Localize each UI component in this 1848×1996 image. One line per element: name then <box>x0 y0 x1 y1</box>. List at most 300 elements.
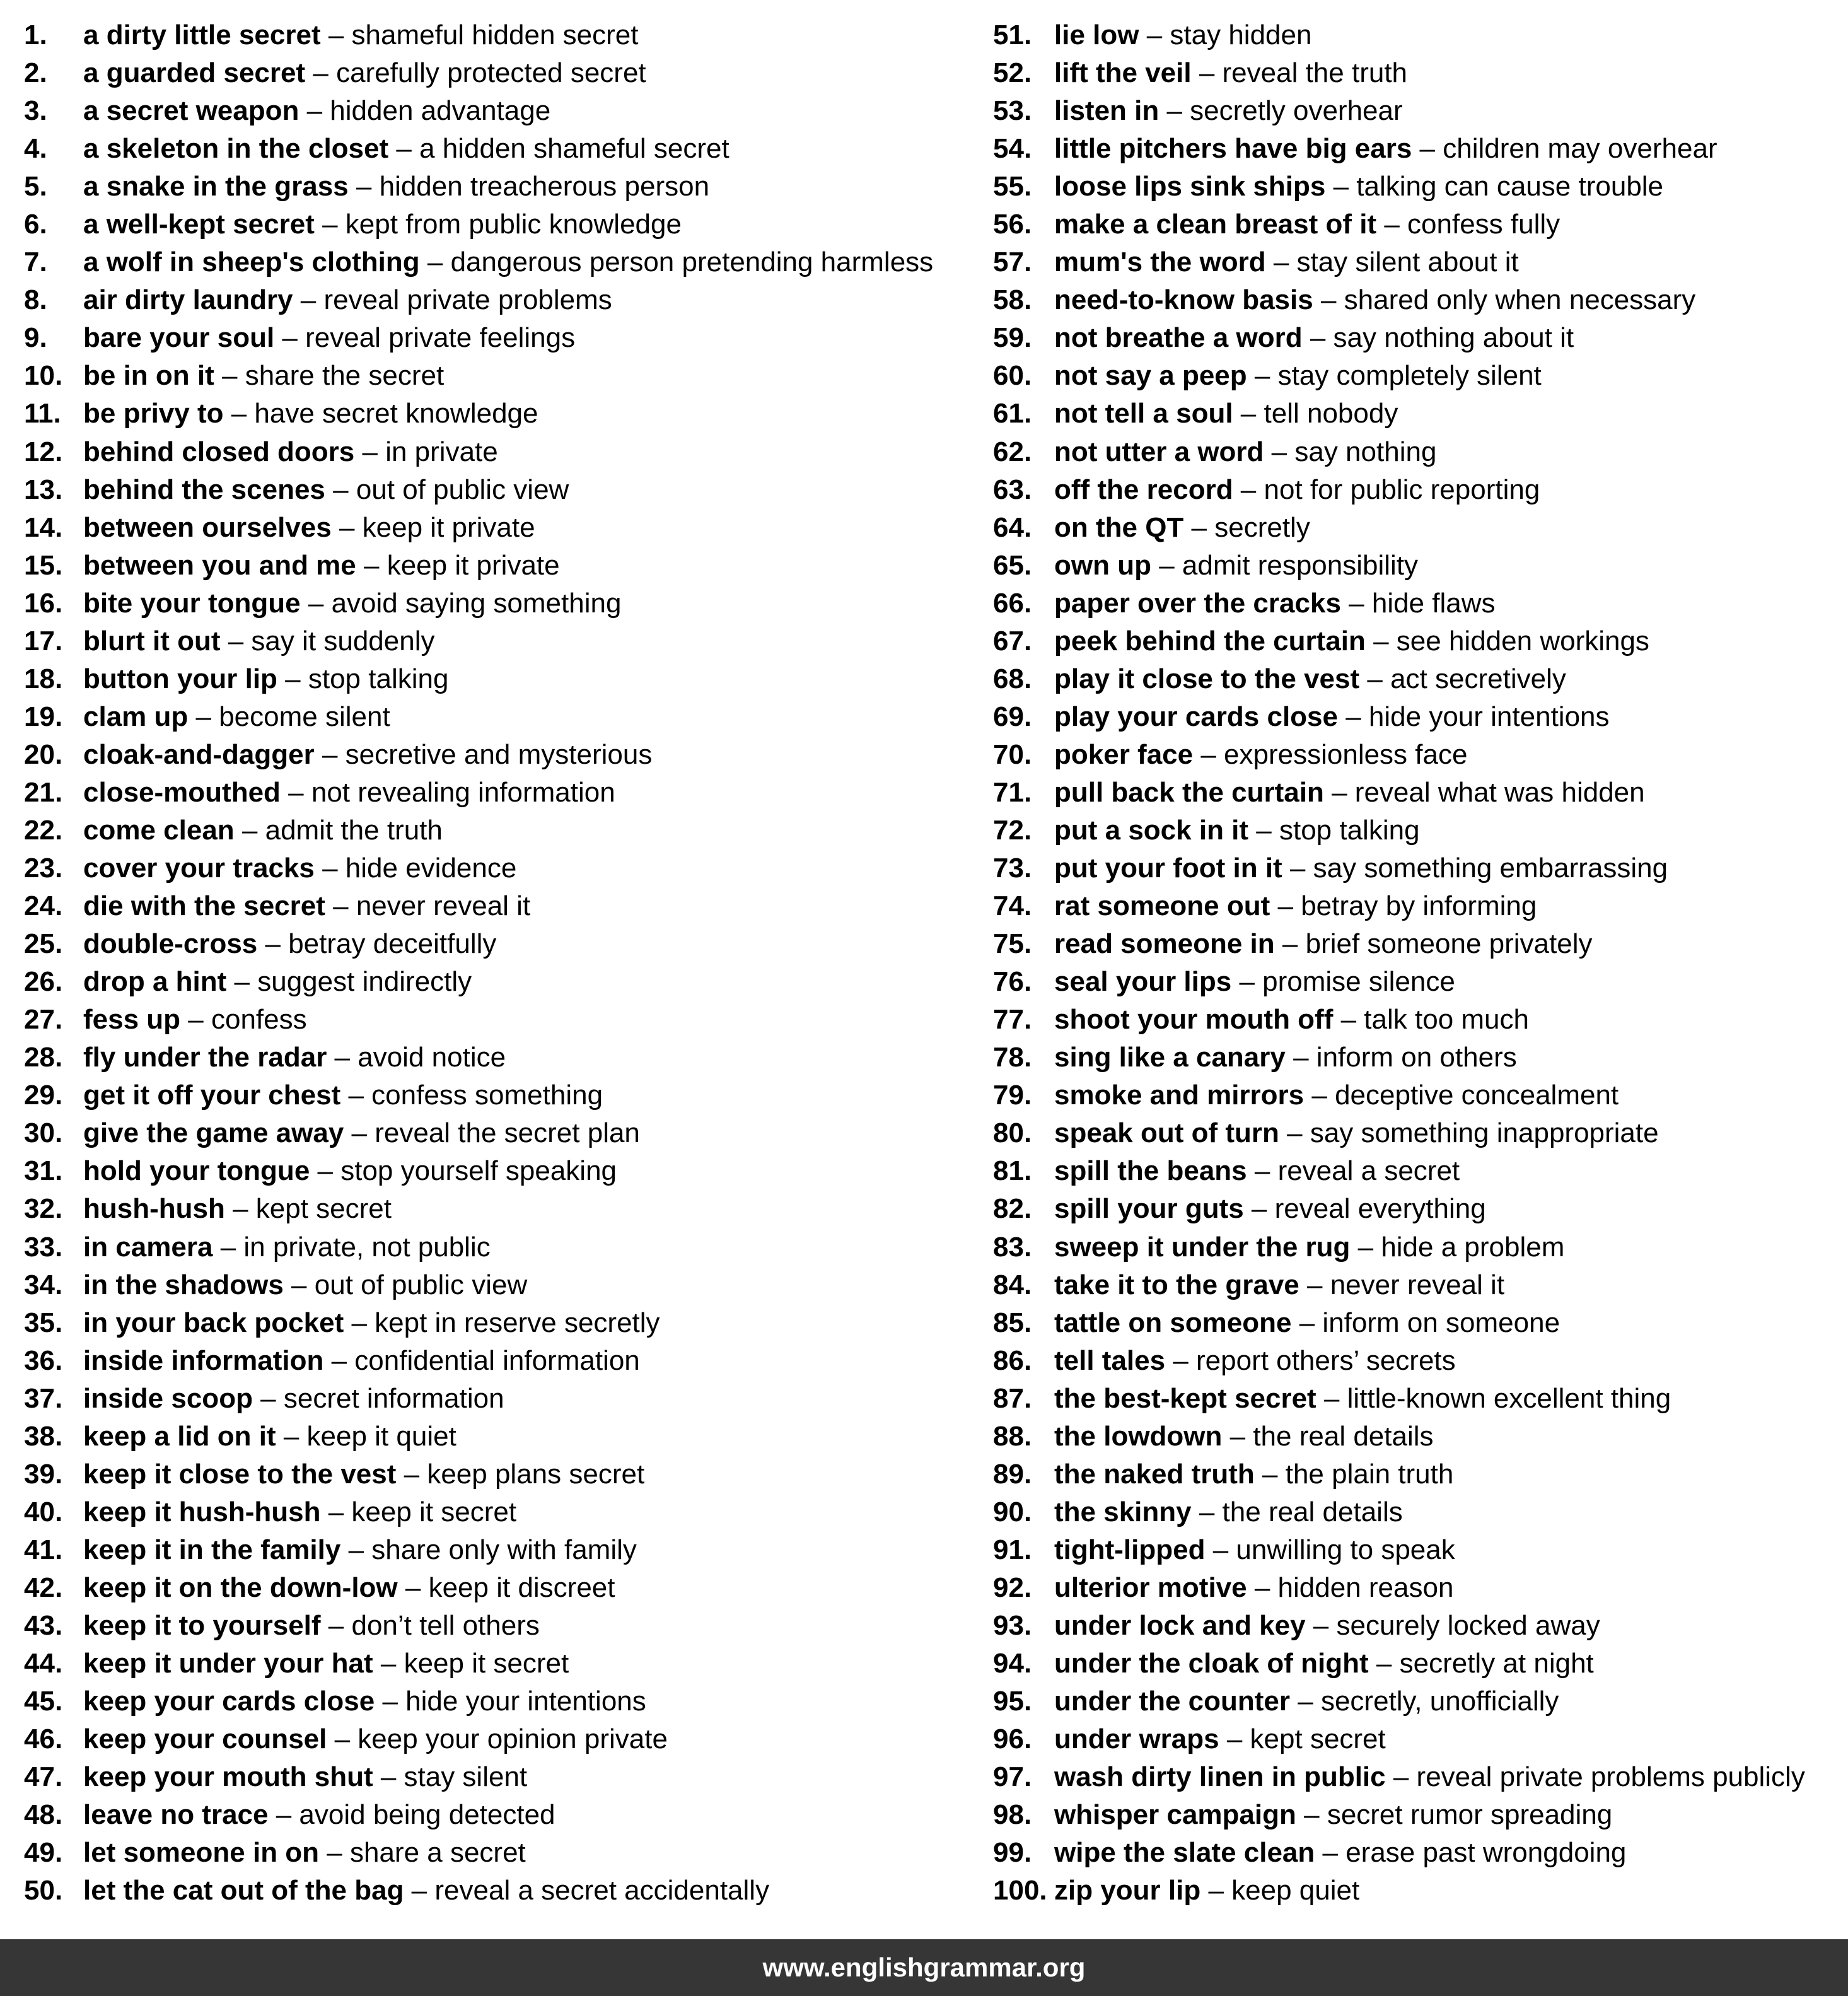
idiom-phrase: come clean <box>83 814 235 846</box>
idiom-meaning: secret rumor spreading <box>1327 1799 1613 1831</box>
separator-dash: – <box>1350 1231 1381 1263</box>
footer-banner <box>0 1939 1848 1996</box>
idiom-phrase: leave no trace <box>83 1799 269 1831</box>
item-text <box>83 1569 615 1607</box>
item-number: 96. <box>993 1724 1032 1755</box>
item-number: 83. <box>993 1231 1032 1263</box>
item-text <box>83 395 538 433</box>
idiom-phrase: speak out of turn <box>1054 1118 1279 1149</box>
separator-dash: – <box>1299 1269 1330 1300</box>
separator-dash: – <box>1233 398 1264 429</box>
item-text <box>1054 736 1467 774</box>
item-number: 88. <box>993 1420 1032 1452</box>
idiom-meaning: shared only when necessary <box>1344 284 1696 316</box>
idiom-phrase: die with the secret <box>83 890 325 922</box>
separator-dash: – <box>348 171 380 202</box>
item-text <box>1054 1456 1453 1493</box>
idiom-meaning: kept secret <box>1250 1724 1386 1755</box>
item-text <box>1054 547 1418 585</box>
list-item <box>24 1380 933 1418</box>
list-item <box>24 812 933 849</box>
idiom-phrase: make a clean breast of it <box>1054 209 1377 240</box>
idiom-meaning: say nothing <box>1294 436 1437 467</box>
item-text <box>83 1796 555 1834</box>
item-number: 25. <box>24 928 63 960</box>
list-item <box>993 925 1805 963</box>
list-item <box>993 1834 1805 1872</box>
idiom-phrase: own up <box>1054 549 1151 581</box>
item-text <box>83 1001 307 1039</box>
list-item <box>24 471 933 509</box>
idiom-phrase: on the QT <box>1054 511 1184 543</box>
list-item <box>24 1342 933 1380</box>
idiom-meaning: avoid being detected <box>299 1799 555 1831</box>
idiom-meaning: reveal everything <box>1274 1193 1486 1225</box>
idiom-phrase: smoke and mirrors <box>1054 1080 1305 1111</box>
list-item <box>24 1720 933 1758</box>
separator-dash: – <box>1191 57 1223 89</box>
idiom-meaning: deceptive concealment <box>1335 1080 1619 1111</box>
item-number: 12. <box>24 436 63 467</box>
item-number: 53. <box>993 95 1032 127</box>
item-text <box>1054 433 1436 471</box>
separator-dash: – <box>224 1193 256 1225</box>
idiom-meaning: secretive and mysterious <box>345 738 653 770</box>
separator-dash: – <box>1368 1648 1400 1679</box>
item-text <box>1054 1872 1359 1910</box>
list-item <box>24 54 933 92</box>
list-item <box>24 92 933 130</box>
item-number: 65. <box>993 549 1032 581</box>
list-item <box>993 1229 1805 1266</box>
item-text <box>1054 1493 1403 1531</box>
list-item <box>993 1758 1805 1796</box>
idiom-phrase: lift the veil <box>1054 57 1192 89</box>
idiom-meaning: report others’ secrets <box>1196 1345 1456 1376</box>
separator-dash: – <box>320 1496 352 1527</box>
item-number: 86. <box>993 1345 1032 1376</box>
separator-dash: – <box>1193 738 1224 770</box>
separator-dash: – <box>1247 1155 1278 1187</box>
item-number: 31. <box>24 1155 63 1187</box>
separator-dash: – <box>1376 209 1408 240</box>
item-number: 5. <box>24 171 47 202</box>
item-text <box>83 509 535 547</box>
list-item <box>993 16 1805 54</box>
list-item <box>24 585 933 622</box>
item-number: 61. <box>993 398 1032 429</box>
separator-dash: – <box>1290 1686 1321 1717</box>
item-number: 98. <box>993 1799 1032 1831</box>
item-number: 18. <box>24 663 63 694</box>
item-number: 85. <box>993 1307 1032 1338</box>
idiom-meaning: reveal private feelings <box>305 322 576 354</box>
item-number: 52. <box>993 57 1032 89</box>
list-item <box>993 1039 1805 1077</box>
item-number: 26. <box>24 966 63 998</box>
idiom-phrase: pull back the curtain <box>1054 776 1324 808</box>
separator-dash: – <box>277 663 308 694</box>
separator-dash: – <box>268 1799 299 1831</box>
item-number: 22. <box>24 814 63 846</box>
list-item <box>24 1834 933 1872</box>
idiom-meaning: the real details <box>1222 1496 1403 1527</box>
item-text <box>1054 774 1645 812</box>
idiom-meaning: talking can cause trouble <box>1356 171 1664 202</box>
list-item <box>24 622 933 660</box>
idiom-phrase: a guarded secret <box>83 57 306 89</box>
separator-dash: – <box>274 322 306 354</box>
item-number: 100. <box>993 1875 1047 1906</box>
separator-dash: – <box>1333 1004 1364 1036</box>
separator-dash: – <box>280 776 311 808</box>
item-number: 80. <box>993 1118 1032 1149</box>
list-item <box>993 92 1805 130</box>
item-text <box>1054 585 1496 622</box>
item-number: 72. <box>993 814 1032 846</box>
item-text <box>1054 1229 1564 1266</box>
separator-dash: – <box>1316 1382 1347 1414</box>
list-item <box>993 1796 1805 1834</box>
separator-dash: – <box>327 1042 358 1073</box>
list-item <box>993 849 1805 887</box>
separator-dash: – <box>220 625 252 657</box>
list-item <box>993 319 1805 357</box>
list-item <box>24 1872 933 1910</box>
idiom-phrase: be privy to <box>83 398 224 429</box>
idiom-phrase: shoot your mouth off <box>1054 1004 1334 1036</box>
item-number: 19. <box>24 701 63 732</box>
separator-dash: – <box>397 1572 429 1603</box>
separator-dash: – <box>1264 436 1295 467</box>
idiom-meaning: kept in reserve secretly <box>375 1307 660 1338</box>
list-item <box>24 319 933 357</box>
separator-dash: – <box>325 474 356 505</box>
item-number: 59. <box>993 322 1032 354</box>
item-text <box>83 130 729 168</box>
item-number: 11. <box>24 398 61 429</box>
idiom-meaning: see hidden workings <box>1396 625 1649 657</box>
item-text <box>1054 471 1540 509</box>
separator-dash: – <box>1385 1761 1417 1793</box>
list-item <box>24 1456 933 1493</box>
list-item <box>24 395 933 433</box>
list-item <box>24 357 933 395</box>
item-text <box>1054 1418 1434 1456</box>
item-text <box>1054 963 1455 1001</box>
item-text <box>83 1872 769 1910</box>
item-text <box>83 547 560 585</box>
idiom-meaning: not revealing information <box>311 776 615 808</box>
idiom-meaning: keep it discreet <box>428 1572 615 1603</box>
idiom-phrase: spill your guts <box>1054 1193 1244 1225</box>
idiom-meaning: share only with family <box>371 1534 637 1565</box>
item-number: 35. <box>24 1307 63 1338</box>
item-number: 6. <box>24 209 47 240</box>
list-item <box>993 774 1805 812</box>
item-text <box>1054 1380 1671 1418</box>
item-number: 78. <box>993 1042 1032 1073</box>
idiom-phrase: whisper campaign <box>1054 1799 1296 1831</box>
item-number: 56. <box>993 209 1032 240</box>
idiom-meaning: betray deceitfully <box>288 928 497 960</box>
list-item <box>24 1569 933 1607</box>
idiom-phrase: loose lips sink ships <box>1054 171 1326 202</box>
item-number: 39. <box>24 1458 63 1490</box>
list-item <box>24 243 933 281</box>
item-number: 4. <box>24 133 47 165</box>
item-number: 94. <box>993 1648 1032 1679</box>
separator-dash: – <box>344 1118 375 1149</box>
separator-dash: – <box>319 1837 350 1869</box>
item-number: 21. <box>24 776 63 808</box>
item-text <box>1054 1607 1600 1645</box>
separator-dash: – <box>1323 776 1355 808</box>
list-item <box>24 1190 933 1228</box>
separator-dash: – <box>252 1382 284 1414</box>
idiom-meaning: hide a problem <box>1381 1231 1565 1263</box>
list-item <box>24 433 933 471</box>
idiom-list-right <box>993 16 1805 1910</box>
item-number: 99. <box>993 1837 1032 1869</box>
idiom-phrase: be in on it <box>83 360 214 392</box>
item-number: 10. <box>24 360 63 392</box>
item-number: 34. <box>24 1269 63 1300</box>
list-item <box>24 206 933 243</box>
idiom-phrase: a secret weapon <box>83 95 299 127</box>
separator-dash: – <box>375 1686 406 1717</box>
idiom-meaning: confess <box>211 1004 307 1036</box>
item-number: 43. <box>24 1609 63 1641</box>
item-text <box>1054 1342 1456 1380</box>
idiom-meaning: stop talking <box>308 663 449 694</box>
idiom-meaning: keep it secret <box>404 1648 569 1679</box>
idiom-meaning: hide your intentions <box>405 1686 646 1717</box>
list-item <box>24 1229 933 1266</box>
item-text <box>83 1834 526 1872</box>
item-text <box>83 92 550 130</box>
idiom-meaning: reveal a secret accidentally <box>434 1875 770 1906</box>
item-text <box>83 1114 640 1152</box>
idiom-phrase: a skeleton in the closet <box>83 133 389 165</box>
separator-dash: – <box>396 1458 427 1490</box>
idiom-meaning: betray by informing <box>1301 890 1537 922</box>
separator-dash: – <box>314 738 346 770</box>
idiom-phrase: need-to-know basis <box>1054 284 1313 316</box>
item-text <box>1054 1645 1594 1683</box>
separator-dash: – <box>283 1269 315 1300</box>
list-item <box>993 206 1805 243</box>
item-number: 28. <box>24 1042 63 1073</box>
idiom-phrase: give the game away <box>83 1118 344 1149</box>
item-number: 54. <box>993 133 1032 165</box>
idiom-meaning: keep it private <box>386 549 560 581</box>
idiom-phrase: between ourselves <box>83 511 332 543</box>
list-item <box>24 1304 933 1342</box>
separator-dash: – <box>1159 95 1190 127</box>
idiom-meaning: stop yourself speaking <box>340 1155 617 1187</box>
idiom-meaning: hide your intentions <box>1368 701 1610 732</box>
item-number: 49. <box>24 1837 63 1869</box>
item-text <box>83 1418 456 1456</box>
idiom-phrase: lie low <box>1054 20 1139 50</box>
item-number: 48. <box>24 1799 63 1831</box>
idiom-phrase: keep it to yourself <box>83 1609 321 1641</box>
idiom-meaning: unwilling to speak <box>1236 1534 1455 1565</box>
item-text <box>83 1758 527 1796</box>
item-text <box>83 1266 527 1304</box>
idiom-phrase: clam up <box>83 701 189 732</box>
item-number: 82. <box>993 1193 1032 1225</box>
list-item <box>993 812 1805 849</box>
idiom-meaning: expressionless face <box>1224 738 1468 770</box>
idiom-meaning: become silent <box>219 701 390 732</box>
idiom-phrase: mum's the word <box>1054 247 1266 278</box>
idiom-phrase: under the cloak of night <box>1054 1648 1369 1679</box>
item-text <box>1054 812 1420 849</box>
item-number: 46. <box>24 1724 63 1755</box>
idiom-meaning: suggest indirectly <box>257 966 472 998</box>
separator-dash: – <box>1291 1307 1323 1338</box>
idiom-phrase: sing like a canary <box>1054 1042 1286 1073</box>
separator-dash: – <box>1243 1193 1275 1225</box>
list-item <box>993 1342 1805 1380</box>
item-text <box>83 1531 637 1569</box>
idiom-meaning: share the secret <box>245 360 445 392</box>
idiom-phrase: hold your tongue <box>83 1155 310 1187</box>
item-text <box>1054 1190 1486 1228</box>
separator-dash: – <box>1279 1118 1310 1149</box>
separator-dash: – <box>327 1724 358 1755</box>
separator-dash: – <box>419 247 451 278</box>
item-number: 20. <box>24 738 63 770</box>
item-text <box>1054 1531 1455 1569</box>
item-number: 77. <box>993 1004 1032 1036</box>
idiom-phrase: ulterior motive <box>1054 1572 1247 1603</box>
separator-dash: – <box>1285 1042 1316 1073</box>
item-text <box>1054 281 1695 319</box>
footer-website-link[interactable]: www.englishgrammar.org <box>762 1952 1086 1982</box>
idiom-phrase: the naked truth <box>1054 1458 1255 1490</box>
list-item <box>24 1758 933 1796</box>
idiom-meaning: kept from public knowledge <box>345 209 682 240</box>
item-number: 58. <box>993 284 1032 316</box>
idiom-phrase: double-cross <box>83 928 258 960</box>
idiom-meaning: dangerous person pretending harmless <box>450 247 934 278</box>
item-number: 93. <box>993 1609 1032 1641</box>
item-text <box>83 1190 392 1228</box>
list-item <box>993 622 1805 660</box>
list-item <box>993 471 1805 509</box>
separator-dash: – <box>373 1648 404 1679</box>
list-item <box>993 547 1805 585</box>
item-text <box>1054 130 1717 168</box>
item-text <box>1054 622 1649 660</box>
item-number: 51. <box>993 20 1032 50</box>
separator-dash: – <box>257 928 289 960</box>
item-number: 8. <box>24 284 47 316</box>
item-number: 67. <box>993 625 1032 657</box>
idiom-meaning: keep quiet <box>1231 1875 1360 1906</box>
item-text <box>1054 1001 1529 1039</box>
idiom-phrase: bare your soul <box>83 322 275 354</box>
separator-dash: – <box>1304 1080 1335 1111</box>
separator-dash: – <box>1338 701 1369 732</box>
idiom-phrase: not say a peep <box>1054 360 1247 392</box>
separator-dash: – <box>344 1307 375 1338</box>
idiom-phrase: under the counter <box>1054 1686 1291 1717</box>
idiom-meaning: share a secret <box>349 1837 526 1869</box>
idiom-meaning: brief someone privately <box>1305 928 1593 960</box>
item-number: 90. <box>993 1496 1032 1527</box>
item-number: 3. <box>24 95 47 127</box>
idiom-meaning: hide evidence <box>345 853 517 884</box>
list-item <box>24 887 933 925</box>
item-number: 40. <box>24 1496 63 1527</box>
item-text <box>1054 509 1310 547</box>
idiom-phrase: keep it hush-hush <box>83 1496 321 1527</box>
item-number: 55. <box>993 171 1032 202</box>
item-text <box>83 963 472 1001</box>
idiom-phrase: hush-hush <box>83 1193 225 1225</box>
idiom-meaning: act secretively <box>1390 663 1566 694</box>
idiom-phrase: keep your counsel <box>83 1724 327 1755</box>
item-text <box>83 1039 506 1077</box>
idiom-phrase: rat someone out <box>1054 890 1270 922</box>
item-text <box>83 16 638 54</box>
list-item <box>24 774 933 812</box>
idiom-phrase: sweep it under the rug <box>1054 1231 1351 1263</box>
idiom-meaning: secretly, unofficially <box>1320 1686 1559 1717</box>
separator-dash: – <box>325 890 356 922</box>
item-number: 9. <box>24 322 47 354</box>
item-number: 63. <box>993 474 1032 505</box>
item-text <box>1054 1039 1517 1077</box>
item-number: 92. <box>993 1572 1032 1603</box>
idiom-meaning: keep your opinion private <box>357 1724 668 1755</box>
idiom-phrase: keep a lid on it <box>83 1420 276 1452</box>
item-number: 95. <box>993 1686 1032 1717</box>
list-item <box>993 1456 1805 1493</box>
idiom-meaning: carefully protected secret <box>336 57 646 89</box>
idiom-phrase: keep your cards close <box>83 1686 375 1717</box>
item-text <box>83 1342 640 1380</box>
idiom-meaning: confidential information <box>354 1345 640 1376</box>
idiom-phrase: a well-kept secret <box>83 209 315 240</box>
separator-dash: – <box>1248 814 1279 846</box>
item-number: 30. <box>24 1118 63 1149</box>
list-item <box>993 698 1805 736</box>
item-number: 17. <box>24 625 63 657</box>
idiom-meaning: tell nobody <box>1264 398 1398 429</box>
item-number: 73. <box>993 853 1032 884</box>
idiom-meaning: admit responsibility <box>1182 549 1419 581</box>
idiom-phrase: tight-lipped <box>1054 1534 1206 1565</box>
separator-dash: – <box>1151 549 1182 581</box>
separator-dash: – <box>1270 890 1301 922</box>
item-number: 87. <box>993 1382 1032 1414</box>
idiom-meaning: never reveal it <box>356 890 531 922</box>
idiom-meaning: promise silence <box>1262 966 1455 998</box>
separator-dash: – <box>276 1420 307 1452</box>
item-number: 89. <box>993 1458 1032 1490</box>
idiom-phrase: blurt it out <box>83 625 221 657</box>
separator-dash: – <box>1265 247 1297 278</box>
separator-dash: – <box>226 966 258 998</box>
list-item <box>24 1531 933 1569</box>
idiom-meaning: keep plans secret <box>427 1458 645 1490</box>
separator-dash: – <box>331 511 363 543</box>
